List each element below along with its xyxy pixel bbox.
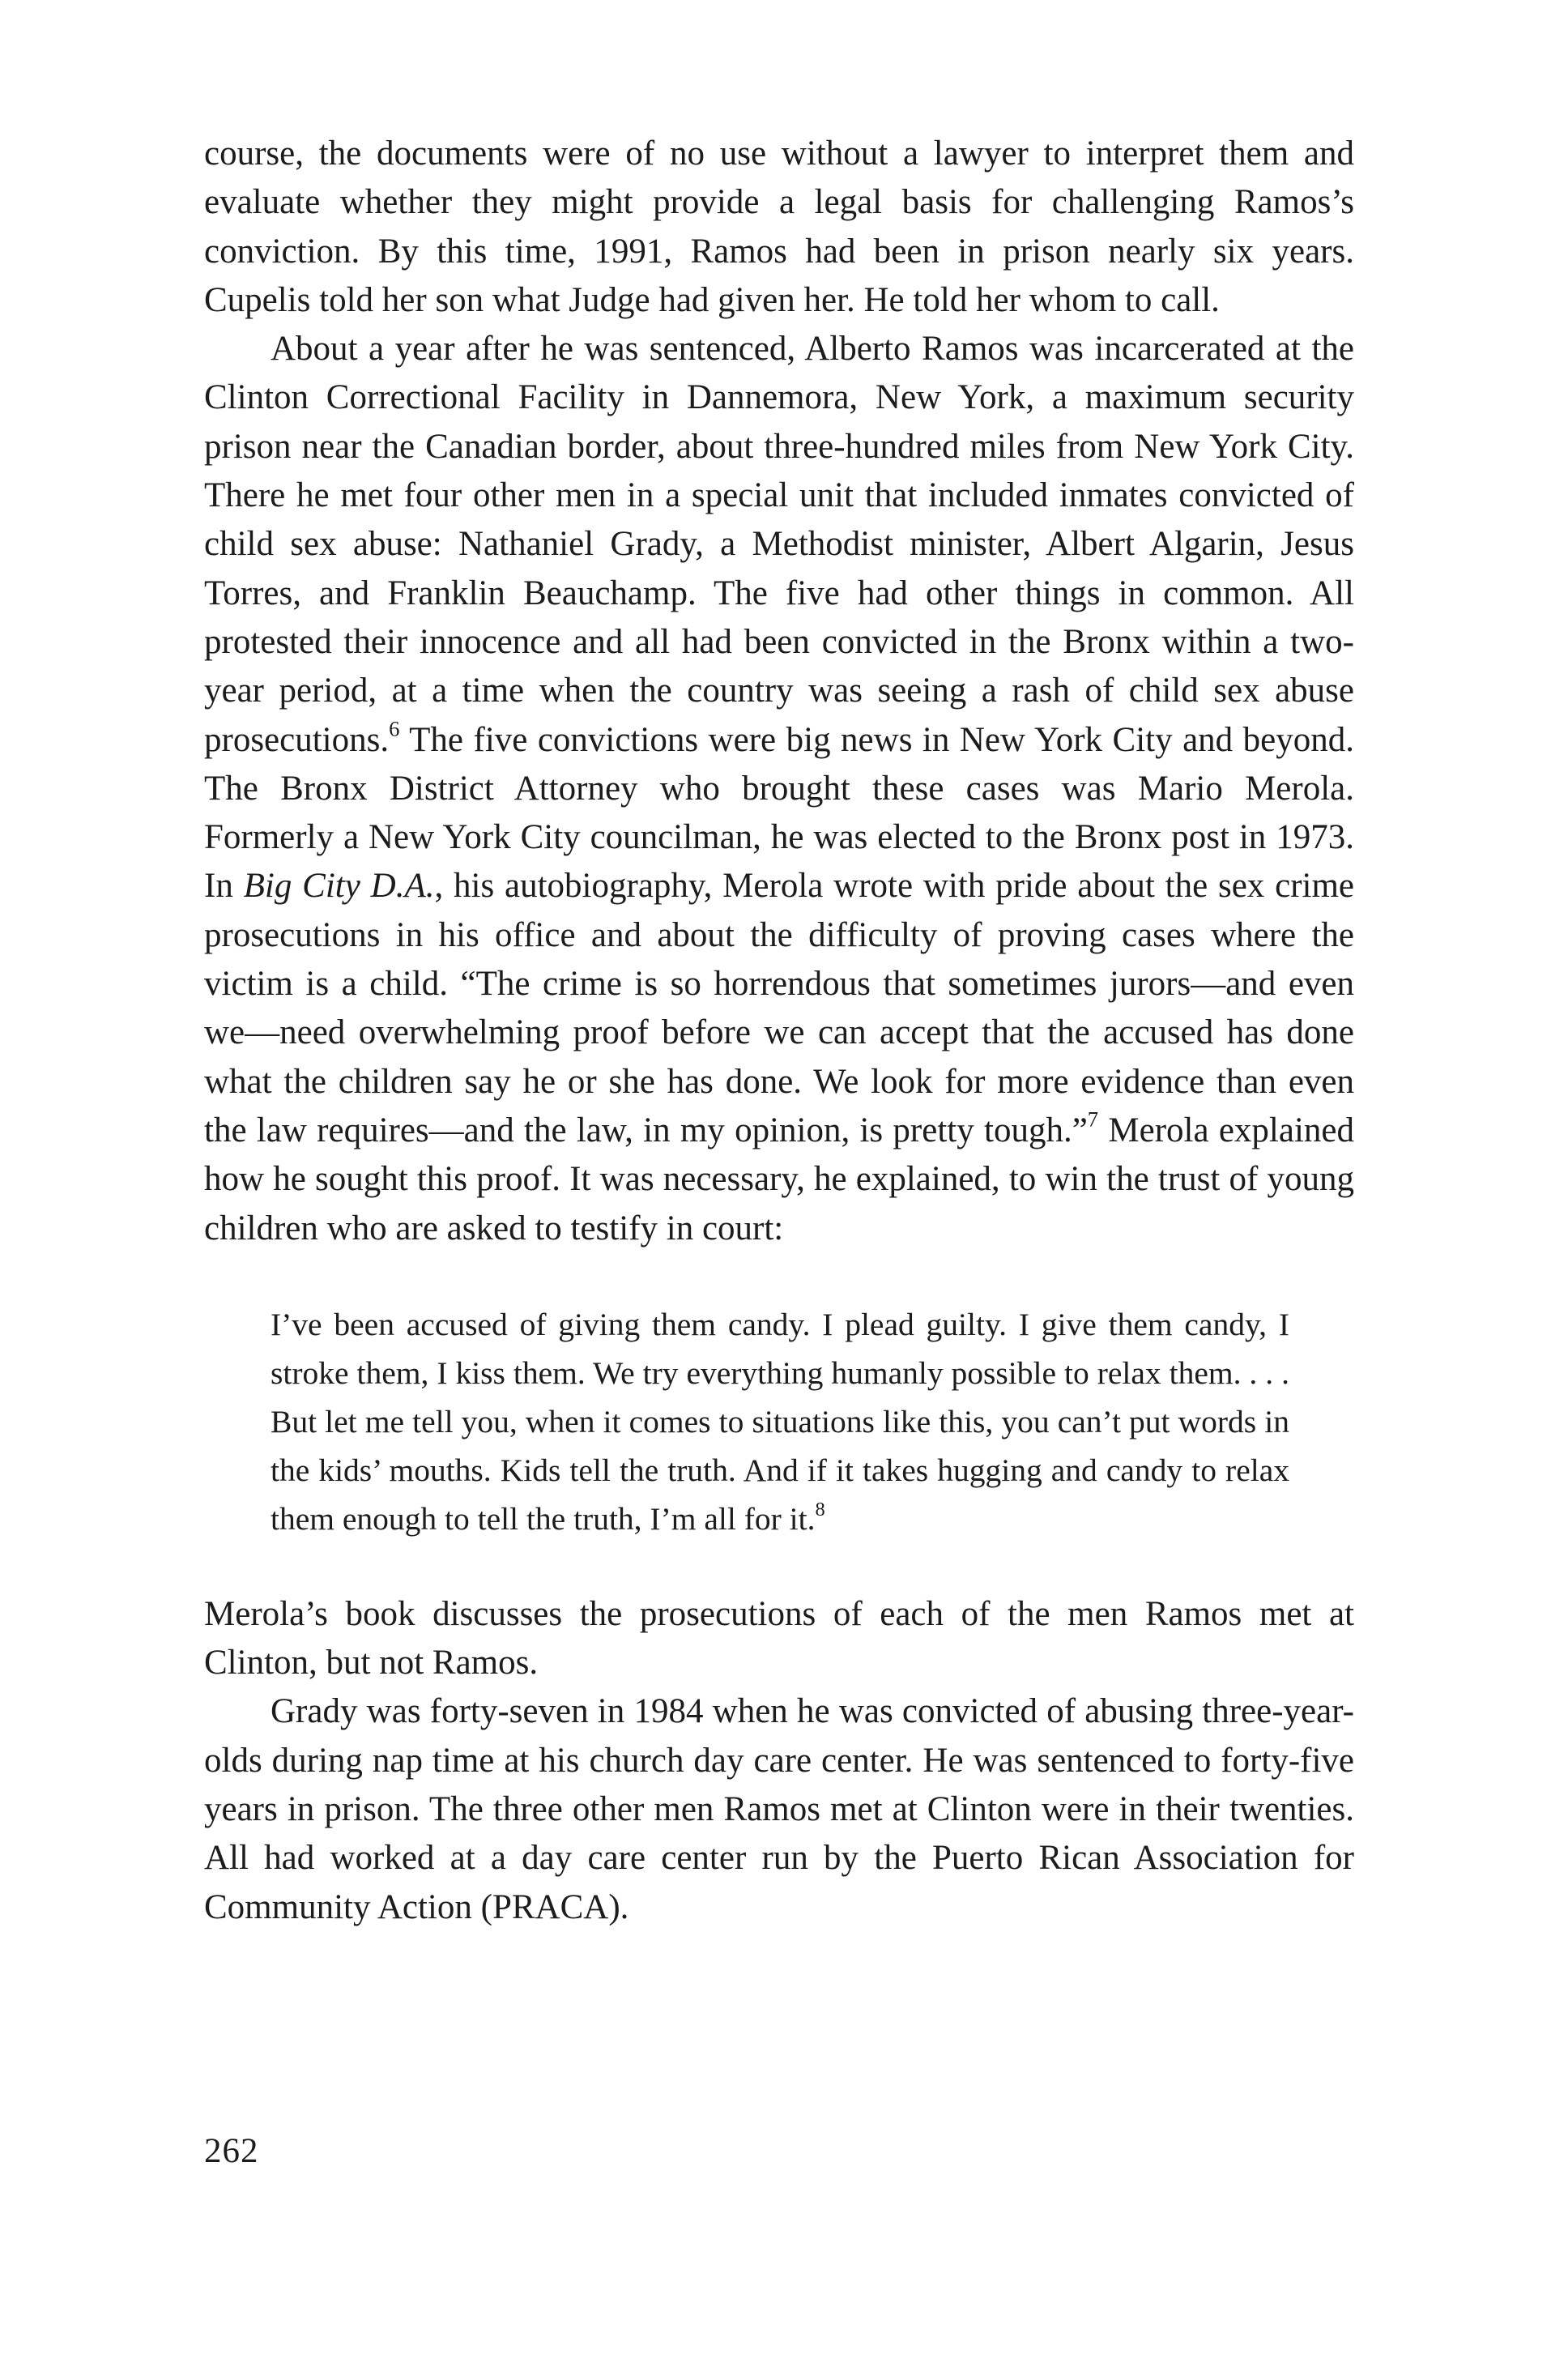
footnote-ref-6: 6 [389,715,400,740]
page-number: 262 [204,2132,259,2170]
footnote-ref-8: 8 [815,1498,825,1520]
paragraph-grady: Grady was forty-seven in 1984 when he was convicted of abusing three-year-olds during nap time at his church day care center. He was sentenced to forty-five years in prison. The three other men Ramos met at Clinton were in their twenties. All had worked at a day care center run by the Puerto Rican Association for Community Action (PRACA). [204,1692,1354,1926]
paragraph-continuation: course, the documents were of no use without a lawyer to interpret them and evaluate whether they might provide a legal basis for challenging Ramos’s conviction. By this time, 1991, Ramos had been in prison nearly six years. Cupelis told her son what Judge had given her. He told her whom to call. [204,134,1354,319]
paragraph-merola-book: Merola’s book discusses the prosecutions of each of the men Ramos met at Clinton, but not Ramos. [204,1594,1354,1682]
block-quote [271,1300,1289,1543]
paragraph-clinton-part-1: About a year after he was sentenced, Alberto Ramos was incarcerated at the Clinton Correctional Facility in Dannemora, New York, a maximum security prison near the Canadian border, about three-hundred miles from New York City. There he met four other men in a special unit that included inmates convicted of child sex abuse: Nathaniel Grady, a Methodist minister, Albert Algarin, Jesus Torres, and Franklin Beauchamp. The five had other things in common. All protested their innocence and all had been convicted in the Bronx within a two-year period, at a time when the country was seeing a rash of child sex abuse prosecutions. [204,330,1354,759]
block-quote-text: I’ve been accused of giving them candy. I plead guilty. I give them candy, I stroke them, I kiss them. We try everything humanly possible to relax them. . . . But let me tell you, when it comes to situations like this, you can’t put words in the kids’ mouths. Kids tell the truth. And if it takes hugging and candy to relax them enough to tell the truth, I’m all for it. [271,1306,1289,1537]
paragraph-clinton-part-3: , his autobiography, Merola wrote with pride about the sex crime prosecutions in his office and about the difficulty of proving cases where the victim is a child. “The crime is so horrendous that sometimes jurors—and even we—need overwhelming proof before we can accept that the accused has done what the children say he or she has done. We look for more evidence than even the law requires—and the law, in my opinion, is pretty tough.” [204,867,1354,1149]
book-title: Big City D.A. [243,867,435,906]
paragraph-clinton [204,325,1354,1253]
paragraph-clinton-part-4: Merola explained how he sought this proof. It was necessary, he explained, to win the trust of young children who are asked to testify in court: [204,1111,1354,1247]
paragraph-clinton-part-2: The five convictions were big news in New York City and beyond. The Bronx District Attorney who brought these cases was Mario Merola. Formerly a New York City councilman, he was elected to the Bronx post in 1973. In [204,720,1354,906]
footnote-ref-7: 7 [1087,1107,1099,1132]
body-text [204,130,1354,1932]
